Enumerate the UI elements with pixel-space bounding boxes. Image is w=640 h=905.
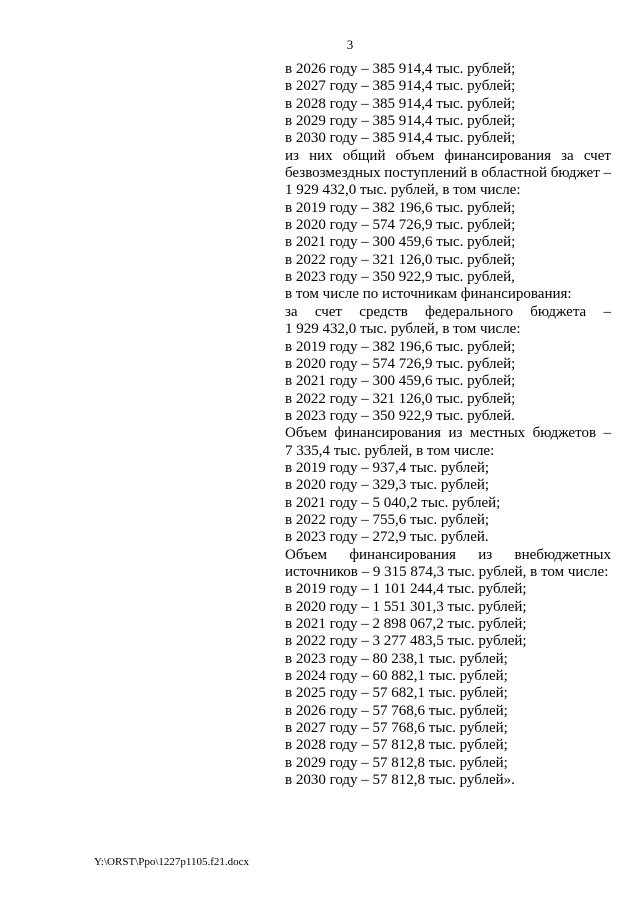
justified-line <box>285 165 611 182</box>
word: местных <box>469 425 526 442</box>
text-line: в 2022 году – 321 126,0 тыс. рублей; <box>285 251 516 268</box>
text-line: в 2020 году – 574 726,9 тыс. рублей; <box>285 355 516 372</box>
text-line: в 2023 году – 350 922,9 тыс. рублей. <box>285 407 515 424</box>
justified-line <box>285 425 611 442</box>
document-body <box>285 61 611 789</box>
word: счет <box>314 303 342 320</box>
word: объем <box>395 147 435 164</box>
word: Объем <box>285 425 327 442</box>
word: финансирования <box>349 546 456 563</box>
text-line: в 2021 году – 2 898 067,2 тыс. рублей; <box>285 616 527 632</box>
word: в <box>470 165 478 182</box>
text-line: в 2022 году – 755,6 тыс. рублей; <box>285 511 490 528</box>
justified-line <box>285 304 611 321</box>
word: бюджет <box>550 165 600 182</box>
word: финансирования <box>334 425 442 442</box>
word: бюджета <box>530 303 587 320</box>
word: средств <box>359 303 408 320</box>
text-line: в 2021 году – 300 459,6 тыс. рублей; <box>285 234 516 251</box>
word: федерального <box>425 303 513 320</box>
text-line: в 2030 году – 57 812,8 тыс. рублей». <box>285 772 515 789</box>
text-line: в 2023 году – 350 922,9 тыс. рублей, <box>285 269 515 286</box>
text-line: в 2028 году – 385 914,4 тыс. рублей; <box>285 95 516 112</box>
word: поступлений <box>384 165 467 182</box>
file-path-footer: Y:\ORST\Ppo\1227p1105.f21.docx <box>94 856 250 868</box>
text-line: в 2022 году – 3 277 483,5 тыс. рублей; <box>285 633 527 650</box>
text-line: в 2029 году – 385 914,4 тыс. рублей; <box>285 113 516 130</box>
justified-line <box>285 547 611 564</box>
text-line: в 2023 году – 272,9 тыс. рублей. <box>285 529 489 546</box>
text-line: в 2019 году – 382 196,6 тыс. рублей; <box>285 338 516 355</box>
text-line: в 2020 году – 574 726,9 тыс. рублей; <box>285 217 516 234</box>
text-line: в том числе по источникам финансирования: <box>285 286 572 303</box>
text-line: в 2019 году – 937,4 тыс. рублей; <box>285 459 490 476</box>
text-line: в 2021 году – 300 459,6 тыс. рублей; <box>285 373 516 390</box>
text-line: в 2019 году – 382 196,6 тыс. рублей; <box>285 199 516 216</box>
word: – <box>603 165 611 182</box>
word: за <box>285 303 298 320</box>
text-line: в 2026 году – 57 768,6 тыс. рублей; <box>285 702 508 719</box>
text-line: 7 335,4 тыс. рублей, в том числе: <box>285 442 495 459</box>
word: за <box>561 147 574 164</box>
text-line: в 2027 году – 57 768,6 тыс. рублей; <box>285 720 508 737</box>
text-line: в 2030 году – 385 914,4 тыс. рублей; <box>285 130 516 147</box>
justified-line <box>285 148 611 165</box>
word: – <box>603 425 611 442</box>
word: Объем <box>285 546 327 563</box>
word: областной <box>481 165 548 182</box>
text-line: в 2027 году – 385 914,4 тыс. рублей; <box>285 78 516 95</box>
text-line: источников – 9 315 874,3 тыс. рублей, в том числе: <box>285 563 609 580</box>
text-line: в 2029 году – 57 812,8 тыс. рублей; <box>285 754 508 771</box>
word: финансирования <box>444 147 552 164</box>
word: из <box>448 425 463 442</box>
text-line: в 2025 году – 57 682,1 тыс. рублей; <box>285 685 508 702</box>
page-number: 3 <box>346 37 354 52</box>
text-line: в 2024 году – 60 882,1 тыс. рублей; <box>285 668 508 685</box>
word: бюджетов <box>532 425 597 442</box>
word: общий <box>342 147 386 164</box>
word: безвозмездных <box>285 165 381 182</box>
word: них <box>309 147 333 164</box>
text-line: в 2022 году – 321 126,0 тыс. рублей; <box>285 390 516 407</box>
word: – <box>603 303 611 320</box>
text-line: в 2020 году – 1 551 301,3 тыс. рублей; <box>285 598 527 615</box>
word: из <box>285 147 299 164</box>
text-line: в 2019 году – 1 101 244,4 тыс. рублей; <box>285 581 527 598</box>
text-line: 1 929 432,0 тыс. рублей, в том числе: <box>285 182 521 199</box>
word: счет <box>583 147 611 164</box>
text-line: 1 929 432,0 тыс. рублей, в том числе: <box>285 321 521 338</box>
text-line: в 2021 году – 5 040,2 тыс. рублей; <box>285 494 501 511</box>
word: из <box>478 546 493 563</box>
text-line: в 2028 году – 57 812,8 тыс. рублей; <box>285 737 508 754</box>
text-line: в 2020 году – 329,3 тыс. рублей; <box>285 477 490 494</box>
word: внебюджетных <box>514 546 611 563</box>
text-line: в 2023 году – 80 238,1 тыс. рублей; <box>285 650 508 667</box>
text-line: в 2026 году – 385 914,4 тыс. рублей; <box>285 61 516 77</box>
